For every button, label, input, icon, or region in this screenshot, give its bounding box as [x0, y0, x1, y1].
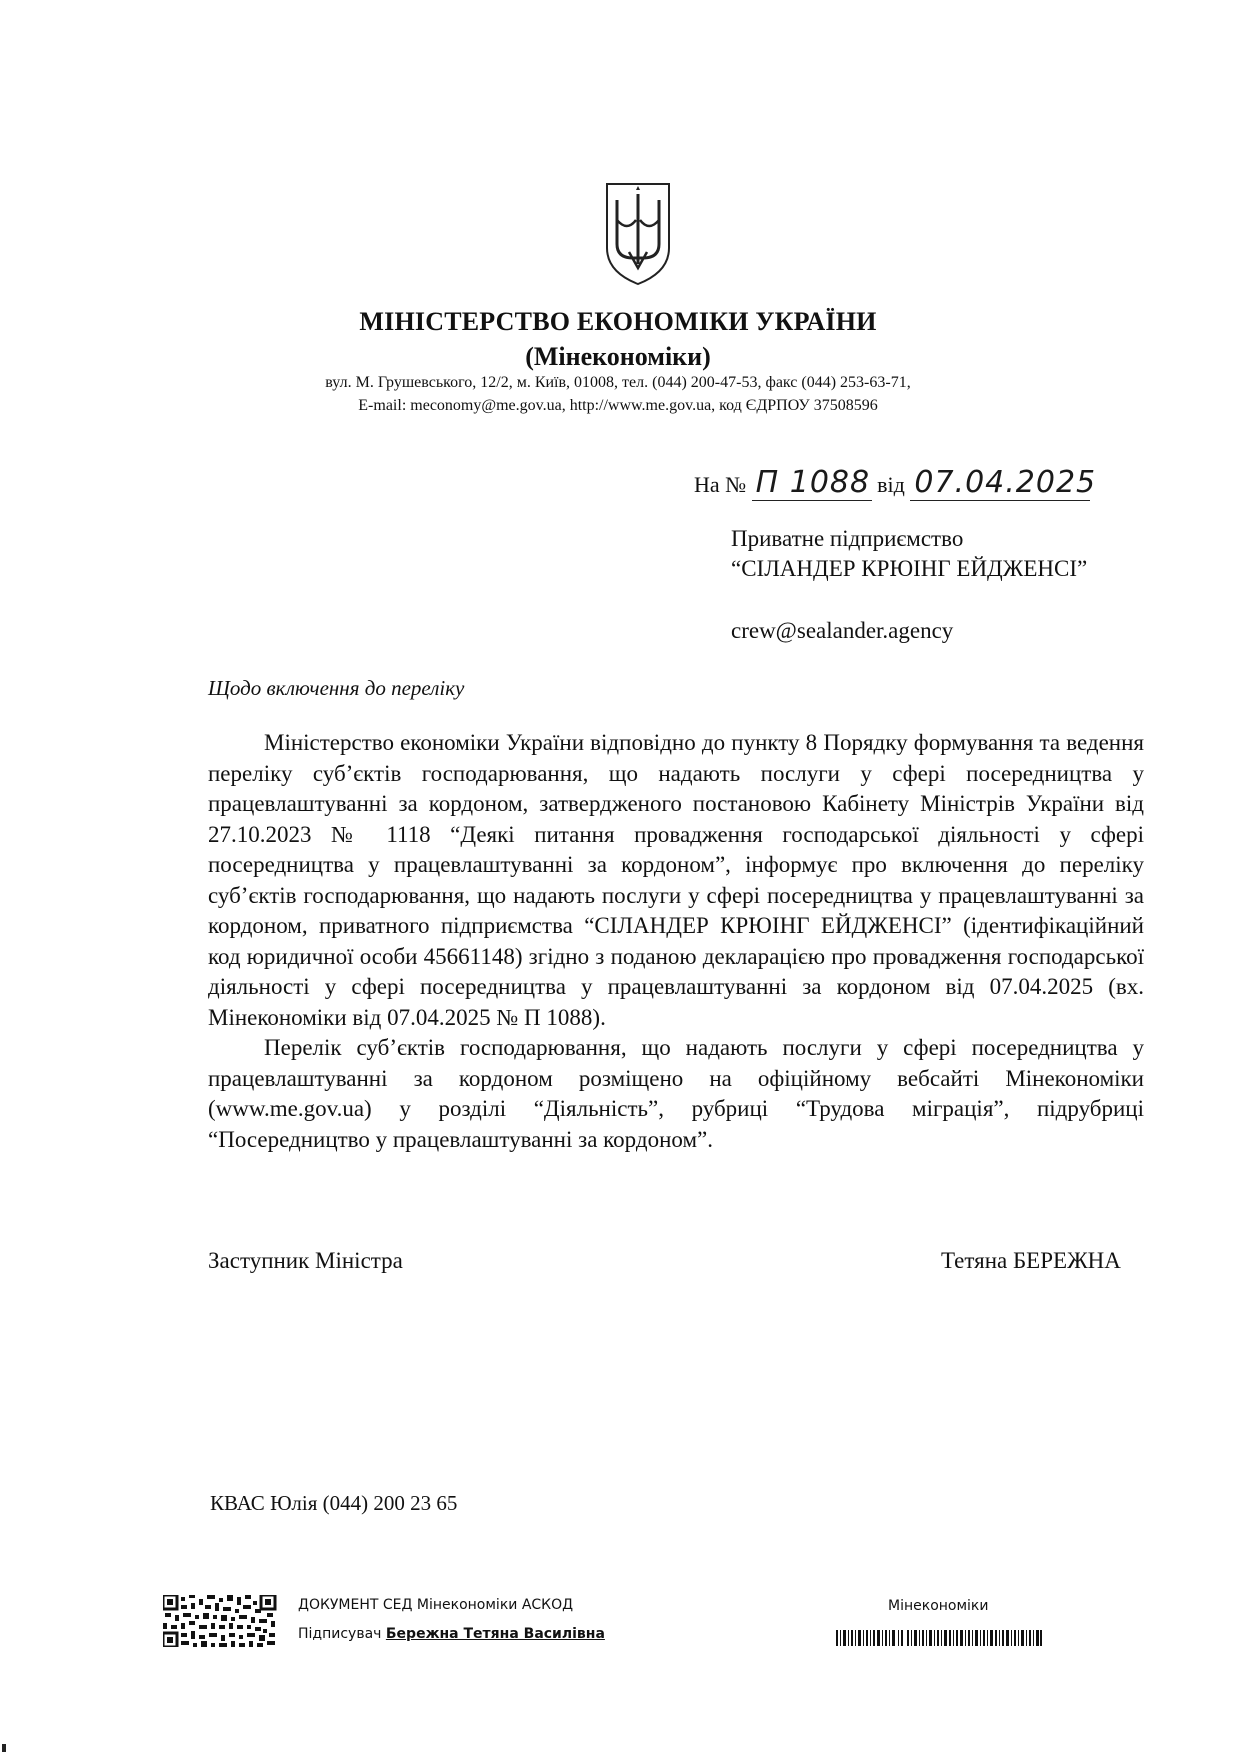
reference-line [694, 465, 1097, 501]
qr-code-icon [163, 1595, 277, 1647]
letter-body [208, 728, 1144, 1155]
signatory-name: Тетяна БЕРЕЖНА [941, 1248, 1121, 1273]
recipient-name: “СІЛАНДЕР КРЮІНГ ЕЙДЖЕНСІ” [731, 556, 1088, 581]
contact-address: вул. М. Грушевського, 12/2, м. Київ, 01008, тел. (044) 200-47-53, факс (044) 253-63-71, [325, 374, 911, 391]
reference-date-label: від [877, 472, 905, 497]
body-paragraph-2: Перелік суб’єктів господарювання, що надають послуги у сфері посередництва у працевлаштуванні за кордоном розміщено на офіційному вебсайті Мінекономіки (www.me.gov.ua) у розділі “Діяльність”, рубриці “Трудова міграція”, підрубриці “Посередництво у працевлаштуванні за кордоном”. [208, 1035, 1144, 1152]
sed-document-label: ДОКУМЕНТ СЕД Мінекономіки АСКОД [298, 1597, 574, 1613]
recipient-type: Приватне підприємство [731, 526, 964, 551]
barcode-icon [836, 1630, 1042, 1646]
ministry-name: МІНІСТЕРСТВО ЕКОНОМІКИ УКРАЇНИ [359, 307, 877, 336]
recipient-email: crew@sealander.agency [731, 618, 954, 643]
trident-coat-of-arms-icon [603, 180, 673, 286]
signer-name: Бережна Тетяна Василівна [385, 1626, 605, 1642]
contact-email-web: E-mail: meconomy@me.gov.ua, http://www.me.gov.ua, код ЄДРПОУ 37508596 [358, 397, 878, 414]
signatory-title: Заступник Міністра [208, 1248, 403, 1273]
body-paragraph-1: Міністерство економіки України відповідно до пункту 8 Порядку формування та ведення переліку суб’єктів господарювання, що надають послуги у сфері посередництва у працевлаштуванні за кордоном, затвердженого постановою Кабінету Міністрів України від 27.10.2023 № 1118 “Деякі питання провадження господарської діяльності у сфері посередництва у працевлаштуванні за кордоном”, інформує про включення до переліку суб’єктів господарювання, що надають послуги у сфері посередництва у працевлаштуванні за кордоном, приватного підприємства “СІЛАНДЕР КРЮІНГ ЕЙДЖЕНСІ” (ідентифікаційний код юридичної особи 45661148) згідно з поданою декларацією про провадження господарської діяльності у сфері посередництва у працевлаштуванні за кордоном від 07.04.2025 (вх. Мінекономіки від 07.04.2025 № П 1088). [208, 730, 1144, 1030]
signer-label: Підписувач [298, 1626, 382, 1642]
scan-edge-mark [2, 1744, 6, 1752]
reference-prefix: На № [694, 472, 747, 497]
ministry-short-name: (Мінекономіки) [525, 342, 711, 371]
footer-organization: Мінекономіки [888, 1598, 989, 1614]
sed-signer-line [298, 1626, 605, 1642]
reference-date: 07.04.2025 [910, 465, 1090, 501]
executor-contact: КВАС Юлія (044) 200 23 65 [210, 1491, 458, 1515]
letter-subject: Щодо включення до переліку [208, 676, 465, 700]
reference-number: П 1088 [752, 465, 872, 501]
